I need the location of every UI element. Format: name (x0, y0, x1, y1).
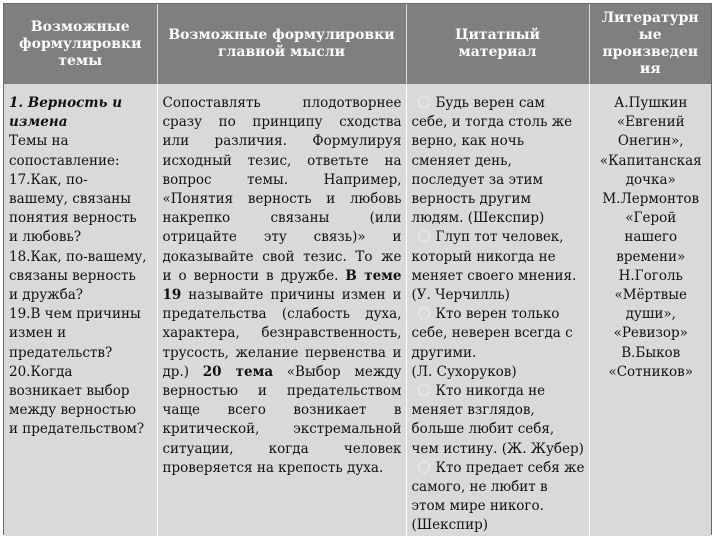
work-line: Онегин», (617, 133, 684, 150)
work-line: дочка» (625, 171, 676, 188)
quote-text: Глуп тот человек, (435, 229, 564, 246)
header-works-line: Литературн (601, 10, 699, 26)
header-works-line: ия (639, 61, 661, 77)
header-quotes-line: материал (458, 44, 537, 60)
works-cell (589, 84, 711, 536)
main-idea-line: «Понятия верность и любовь (162, 191, 402, 208)
main-idea-line: накрепко связаны (или (162, 210, 402, 227)
quote-line: больше любит себя, (411, 421, 555, 438)
main-idea-line: ситуации, когда человек (162, 440, 402, 457)
header-themes (4, 4, 157, 84)
quote-line: сменяет день, (411, 152, 512, 169)
quote-line: самого, не любит в (411, 479, 548, 496)
main-idea-bold: В теме (345, 267, 402, 284)
header-works-line: произведен (602, 44, 699, 60)
work-line: Н.Гоголь (618, 267, 683, 284)
main-idea-line: трусость, желание первенства и (162, 344, 402, 361)
quote-line: себе, неверен всегда с (411, 325, 573, 342)
quote-line: меняет взглядов, (411, 402, 535, 419)
main-idea-line: доказывайте свой тезис. То же (162, 248, 402, 265)
main-idea-line (163, 267, 402, 286)
theme-line: понятия верность (9, 210, 137, 227)
content-row (4, 84, 711, 536)
quote-line (412, 305, 585, 324)
work-line: души», (625, 306, 676, 323)
main-idea-cell (157, 84, 406, 536)
main-idea-line: сразу по принципу сходства (162, 114, 402, 131)
quote-line: меняет своего мнения. (411, 267, 577, 284)
main-idea-text: «Выбор между (273, 363, 402, 380)
quote-line (412, 228, 585, 247)
main-idea-line: Сопоставлять плодотворнее (162, 95, 402, 111)
header-themes-line: темы (58, 52, 103, 69)
work-line: «Капитанская (599, 152, 702, 169)
theme-line: и любовь? (9, 229, 82, 246)
main-idea-text: др.) (162, 363, 203, 380)
main-idea-bold: 19 (162, 287, 182, 304)
quote-line: (Л. Сухоруков) (411, 363, 517, 380)
main-idea-line: верностью и предательством (162, 383, 402, 400)
header-works-line: ые (638, 27, 662, 43)
theme-line: Темы на (9, 133, 69, 150)
quote-line: (У. Черчилль) (411, 287, 510, 304)
quote-line: (Шекспир) (411, 517, 489, 534)
theme-line: между верностью (9, 402, 136, 419)
main-idea-line: критической, экстремальной (162, 421, 402, 438)
quote-text: Кто предает себя же (435, 459, 585, 476)
quote-line: который никогда не (411, 248, 556, 265)
quote-text: Кто никогда не (435, 383, 546, 400)
work-line: нашего (624, 229, 678, 246)
work-line: «Евгений (616, 114, 685, 131)
theme-line: возникает выбор (9, 383, 130, 400)
quote-text: Будь верен сам (435, 95, 545, 111)
theme-line: 18.Как, по-вашему, (9, 248, 147, 265)
quote-line: верность другим (411, 191, 531, 208)
main-idea-line: исходный тезис, ответьте на (162, 152, 402, 169)
quote-bullet-icon (418, 96, 430, 108)
theme-line: и предательством? (9, 421, 145, 438)
header-main-idea-line: главной мысли (217, 44, 346, 60)
main-idea-text: называйте причины измен и (181, 287, 402, 304)
quote-bullet-icon (418, 461, 430, 473)
theme-line: измен и (9, 325, 67, 342)
work-line: В.Быков (621, 344, 681, 361)
quote-line: чем истину. (Ж. Жубер) (411, 440, 584, 457)
theme-line: связаны верность (9, 267, 136, 284)
main-idea-line: характера, безнравственность, (162, 325, 402, 342)
quote-bullet-icon (418, 384, 430, 396)
main-idea-line (163, 363, 402, 382)
main-idea-line: отрицайте эту связь)» и (162, 229, 402, 246)
work-line: «Мёртвые (614, 287, 688, 304)
main-idea-line: предательства (слабость духа, (162, 306, 402, 323)
header-themes-line: Возможные (30, 18, 130, 35)
work-line: времени» (616, 248, 686, 265)
header-main-idea (157, 4, 406, 84)
literature-table (4, 4, 711, 536)
theme-line: 19.В чем причины (9, 306, 141, 323)
work-line: «Сотников» (608, 363, 694, 380)
work-line: «Герой (625, 210, 677, 227)
quotes-cell (406, 84, 589, 536)
quote-line: себе, и тогда столь же (411, 114, 573, 131)
header-quotes-line: Цитатный (455, 27, 540, 43)
work-line: М.Лермонтов (602, 191, 700, 208)
header-themes-line: формулировки (19, 35, 142, 52)
quote-line (412, 382, 585, 401)
quote-line: верно, как ночь (411, 133, 525, 150)
main-idea-line (163, 286, 402, 305)
main-idea-line: вопрос темы. Например, (162, 171, 402, 188)
quote-line (412, 94, 585, 113)
main-idea-bold: 20 тема (202, 363, 274, 380)
header-quotes (406, 4, 589, 84)
header-row (4, 4, 711, 84)
work-line: А.Пушкин (614, 95, 688, 111)
quote-bullet-icon (418, 307, 430, 319)
main-idea-line: чаще всего возникает в (162, 402, 402, 419)
theme-line: 17.Как, по- (9, 171, 88, 188)
header-main-idea-line: Возможные формулировки (168, 27, 395, 43)
theme-line: 20.Когда (9, 363, 73, 380)
quote-line (412, 459, 585, 478)
themes-cell (4, 84, 157, 536)
quote-line: последует за этим (411, 171, 543, 188)
literature-table-frame (3, 3, 712, 535)
quote-line: этом мире никого. (411, 498, 544, 515)
theme-line: и дружба? (9, 287, 84, 304)
header-works (589, 4, 711, 84)
theme-line: предательств? (9, 344, 113, 361)
quote-line: другими. (411, 344, 477, 361)
theme-line: сопоставление: (9, 152, 120, 169)
main-idea-line: проверяется на крепость духа. (162, 459, 384, 476)
theme-title: измена (9, 114, 68, 131)
main-idea-line: или различия. Формулируя (162, 133, 402, 150)
theme-line: вашему, связаны (9, 191, 132, 208)
quote-bullet-icon (418, 230, 430, 242)
quote-line: людям. (Шекспир) (411, 210, 545, 227)
quote-text: Кто верен только (435, 306, 560, 323)
work-line: «Ревизор» (613, 325, 688, 342)
main-idea-text: и о верности в дружбе. (162, 267, 346, 284)
theme-title: 1. Верность и (9, 95, 123, 111)
